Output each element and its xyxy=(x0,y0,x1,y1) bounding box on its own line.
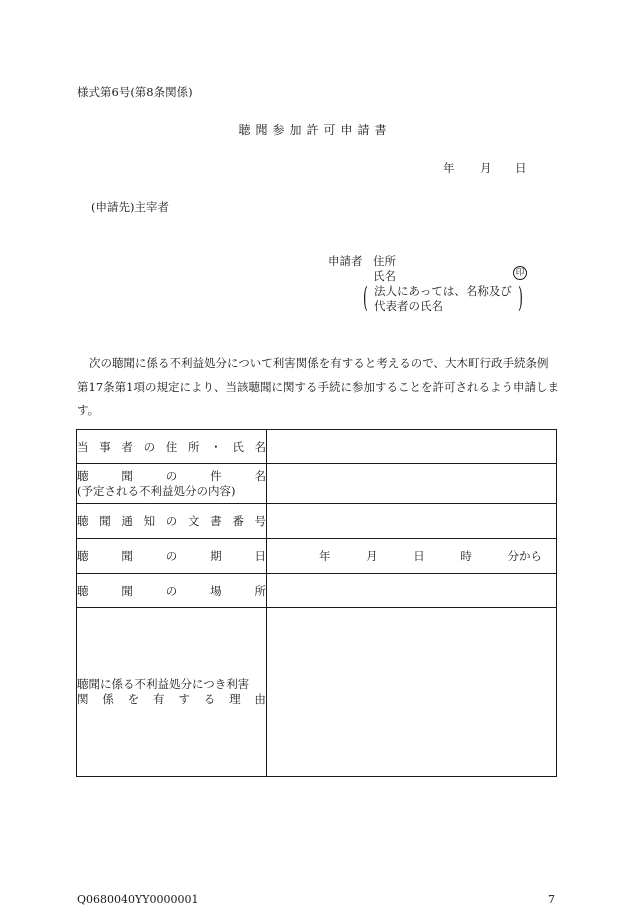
seal-mark: 印 xyxy=(513,266,527,280)
label-char: 聴 xyxy=(77,468,89,483)
table-row xyxy=(77,464,557,504)
label-char: る xyxy=(203,692,216,706)
label-char: 住 xyxy=(165,439,178,454)
label-char: 聞 xyxy=(121,549,133,563)
label-char: 文 xyxy=(187,514,200,528)
hearing-date-minute: 分から xyxy=(507,549,542,563)
table-row xyxy=(77,539,557,574)
document-id: Q0680040YY0000001 xyxy=(77,893,199,906)
label-char: の xyxy=(165,549,178,563)
table-row xyxy=(77,574,557,608)
row-sublabel-subject: (予定される不利益処分の内容) xyxy=(77,483,236,498)
label-char: 聞 xyxy=(121,583,133,598)
label-char: 有 xyxy=(153,692,165,706)
row-value-party[interactable] xyxy=(267,430,557,464)
label-char: 者 xyxy=(121,439,133,454)
label-char: 理 xyxy=(229,692,241,706)
hearing-date-fields xyxy=(267,548,556,564)
left-paren: ( xyxy=(363,281,368,314)
destination: (申請先)主宰者 xyxy=(91,200,169,214)
label-char: 聞 xyxy=(99,514,111,528)
table-row xyxy=(77,430,557,464)
label-char: の xyxy=(165,468,178,483)
row-label-hearing-date xyxy=(77,539,267,574)
table-row xyxy=(77,504,557,539)
row-label-place xyxy=(77,574,267,608)
label-char: 聴 xyxy=(77,583,89,598)
label-char: ・ xyxy=(210,439,222,454)
body-paragraph xyxy=(77,352,559,423)
label-char: 期 xyxy=(210,549,222,563)
label-char: 聴 xyxy=(77,549,89,563)
label-char: の xyxy=(165,583,178,598)
row-label-subject xyxy=(77,464,267,504)
row-label-reason-line-1: 聴聞に係る不利益処分につき利害 xyxy=(77,677,250,691)
row-value-notice-number[interactable] xyxy=(267,504,557,539)
label-char: の xyxy=(165,514,178,528)
hearing-date-month: 月 xyxy=(366,549,378,563)
corporate-note xyxy=(374,284,512,314)
label-char: 号 xyxy=(254,514,266,528)
row-value-subject[interactable] xyxy=(267,464,557,504)
row-label-notice-number xyxy=(77,504,267,539)
label-char: を xyxy=(127,692,140,706)
label-char: 関 xyxy=(77,692,89,706)
label-char: 名 xyxy=(254,439,266,454)
label-char: 番 xyxy=(232,514,244,528)
row-value-hearing-date[interactable] xyxy=(267,539,557,574)
label-char: 聞 xyxy=(121,468,133,483)
application-table xyxy=(76,429,557,777)
row-value-place[interactable] xyxy=(267,574,557,608)
spread-label xyxy=(77,469,266,484)
hearing-date-year: 年 xyxy=(319,549,331,563)
spread-label xyxy=(77,439,266,455)
corporate-note-line-2: 代表者の氏名 xyxy=(374,299,443,313)
form-number: 様式第6号(第8条関係) xyxy=(77,85,193,99)
label-char: 書 xyxy=(210,514,222,528)
corporate-note-line-1: 法人にあっては、名称及び xyxy=(374,284,512,298)
label-char: 由 xyxy=(254,692,266,706)
date-year: 年 xyxy=(443,161,455,175)
label-char: 日 xyxy=(254,549,266,563)
row-value-reason[interactable] xyxy=(267,608,557,777)
date-month: 月 xyxy=(480,161,492,175)
label-char: 聴 xyxy=(77,514,89,528)
label-char: 件 xyxy=(210,468,222,483)
label-char: 所 xyxy=(187,439,200,454)
row-label-reason xyxy=(77,608,267,777)
applicant-label: 申請者 xyxy=(328,254,363,268)
hearing-date-hour: 時 xyxy=(460,549,472,563)
table-row xyxy=(77,608,557,777)
date-day: 日 xyxy=(515,161,527,175)
spread-label xyxy=(77,692,266,707)
document-title: 聴聞参加許可申請書 xyxy=(238,123,392,137)
label-char: の xyxy=(143,439,156,454)
right-paren: ) xyxy=(518,281,523,314)
applicant-name-label: 氏名 xyxy=(373,269,396,283)
label-char: 事 xyxy=(99,439,111,454)
applicant-address-label: 住所 xyxy=(373,254,396,268)
label-char: 知 xyxy=(143,514,156,528)
page-number: 7 xyxy=(548,893,555,906)
row-label-party xyxy=(77,430,267,464)
label-char: 場 xyxy=(210,583,222,598)
spread-label xyxy=(77,548,266,564)
spread-label xyxy=(77,583,266,599)
label-char: 名 xyxy=(254,468,266,483)
body-text: 次の聴聞に係る不利益処分について利害関係を有すると考えるので、大木町行政手続条例第17条第1項の規定により、当該聴聞に関する手続に参加することを許可されるよう申請します。 xyxy=(77,356,559,417)
hearing-date-day: 日 xyxy=(413,549,425,563)
label-char: 通 xyxy=(121,514,133,528)
spread-label xyxy=(77,513,266,529)
label-char: 氏 xyxy=(232,439,244,454)
label-char: 係 xyxy=(102,692,114,706)
label-char: 当 xyxy=(77,439,89,454)
label-char: す xyxy=(178,692,190,706)
label-char: 所 xyxy=(254,583,266,598)
